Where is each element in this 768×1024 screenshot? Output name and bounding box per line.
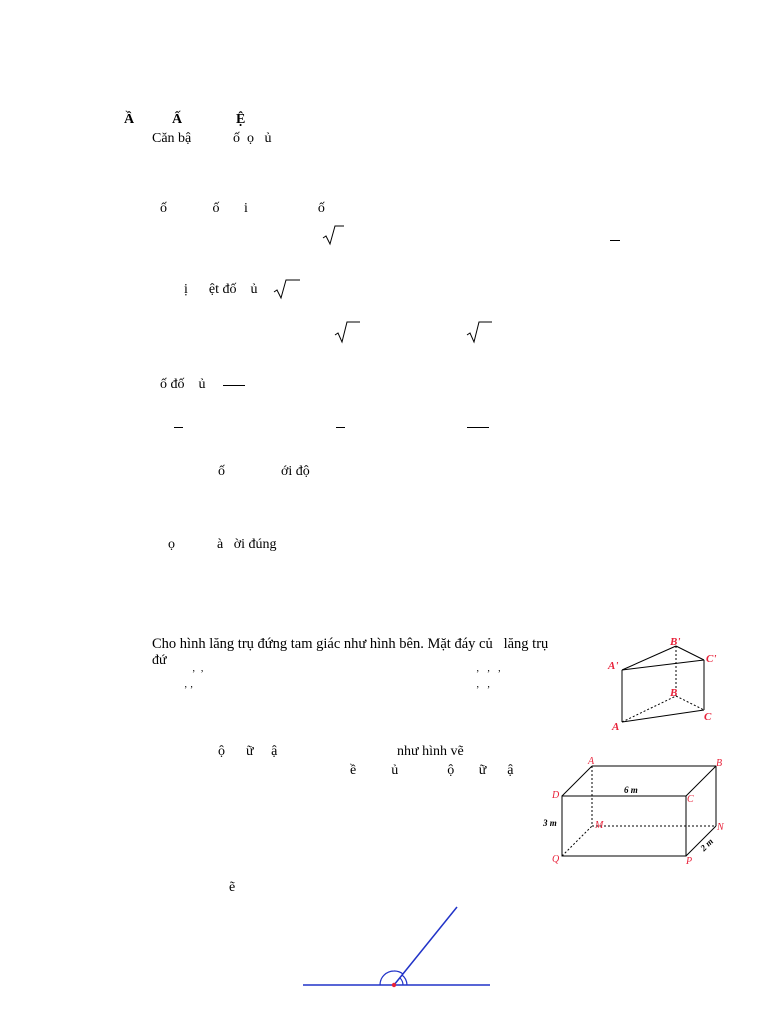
box-label-d: D [552,790,560,801]
sqrt-symbol-2 [273,278,301,300]
box-edge [562,766,592,796]
question-line-3: ố đố ủ [160,377,206,392]
header-char-1: Ầ [124,112,135,127]
prism-figure [606,632,726,734]
prime-marks-1: ʼ ʼ [192,669,204,680]
prism-label-b: B [670,687,678,699]
box-figure [540,754,730,870]
prism-label-c-prime: C' [706,653,717,665]
subtitle-tail: ố ọ ủ [233,131,272,146]
fraction-bar-5 [467,427,489,428]
angle-problem-label: ẽ [229,880,236,895]
prime-marks-3: ʼ ʼ ʼ [476,669,501,680]
question-line-4: ố ới độ [218,464,310,479]
box-problem-line-2: ề ủ ộ ữ ậ [350,763,514,778]
box-label-n: N [717,822,724,833]
box-hidden-edge [562,826,592,856]
prism-edge [676,646,704,660]
header-char-3: Ệ [236,112,246,127]
sqrt-symbol-1 [322,224,346,246]
fraction-bar-4 [336,427,345,428]
header-char-2: Ấ [172,112,183,127]
box-label-q: Q [552,854,560,865]
prime-marks-4: ʼ ʼ [476,685,491,696]
box-problem-line-1a: ộ ữ ậ [218,744,278,759]
question-line-2: ị ệt đố ủ [184,282,258,297]
angle-vertex-point [392,983,396,987]
prism-label-b-prime: B' [670,636,681,648]
subtitle: Căn bậ [152,131,192,146]
angle-ray [394,907,457,985]
question-line-5: ọ à ời đúng [168,537,277,552]
box-label-c: C [687,794,694,805]
box-dim-length: 6 m [624,785,638,795]
prime-marks-2: ʼ ʼ [184,685,194,696]
fraction-bar-3 [174,427,183,428]
sqrt-symbol-3 [334,320,362,344]
box-label-a: A [588,756,595,767]
box-dim-width: 2 m [698,836,716,854]
question-line-1: ố ố i ố [160,201,325,216]
prism-label-a-prime: A' [608,660,619,672]
prism-hidden-edge [676,696,704,710]
prism-problem-line-1: Cho hình lăng trụ đứng tam giác như hình bên. Mặt đáy củ lăng trụ [152,636,549,652]
prism-label-c: C [704,711,712,723]
prism-problem-line-2: đứ [152,653,167,668]
box-edge [686,766,716,796]
box-dim-height: 3 m [543,818,557,828]
angle-arc-small-1 [400,978,403,985]
fraction-bar-2 [223,385,245,386]
fraction-bar-1 [610,240,620,241]
box-label-m: M [595,820,604,831]
prism-label-a: A [612,721,620,733]
box-problem-line-1b: như hình vẽ [397,744,464,759]
sqrt-symbol-4 [466,320,494,344]
box-label-b: B [716,758,723,769]
box-label-p: P [686,856,693,867]
angle-figure [300,902,494,992]
